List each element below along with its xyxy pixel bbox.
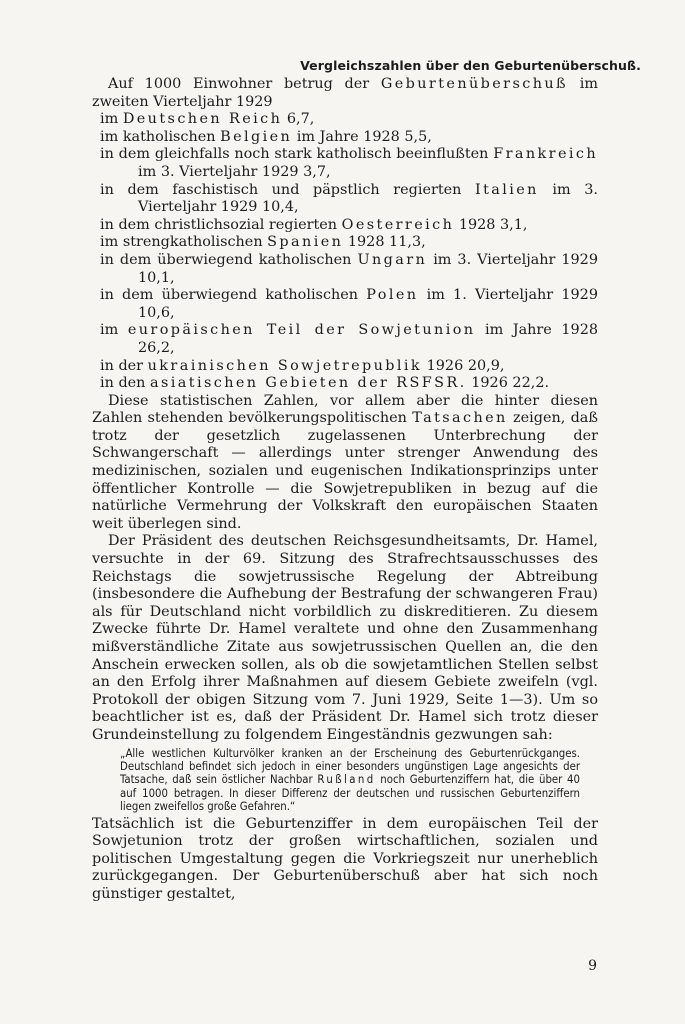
item-country: Frankreich [493,146,598,163]
item-text: im katholischen [100,128,221,145]
item-text: in dem überwiegend katholischen [100,287,367,304]
intro-text: Auf 1000 Einwohner betrug der [108,76,381,92]
item-value: im 3. Vierteljahr 1929 3,7, [138,163,331,180]
item-value: 1926 20,9, [422,357,505,374]
body-text [92,76,598,904]
page-number: 9 [588,958,597,974]
item-text: in dem faschistisch und päpstlich regierten [100,181,476,198]
item-country: Polen [366,287,419,304]
statistics-list-item [100,129,598,147]
quote-text: „Alle westlichen Kulturvölker kranken an der Erscheinung des Geburtenrückganges. Deutschland befindet sich jedoch in einer besonders ungünstigen Lage angesichts der Tatsache, daß sein östlicher Nachbar [120,746,580,787]
item-country: europäischen Teil der Sowjetunion [127,322,476,339]
statistics-list-item [100,322,598,357]
item-value: 1928 3,1, [454,216,528,233]
item-country: Spanien [267,234,344,251]
item-value: im 3. Vierteljahr 1929 10,4, [138,181,598,216]
item-country: Ungarn [357,251,428,268]
intro-paragraph [92,76,598,111]
intro-text-end: im zweiten Vierteljahr 1929 [92,76,599,110]
quote-emphasis: Rußland [317,773,376,787]
statistics-list-item [100,146,598,181]
para1-emphasis: Tatsachen [412,410,508,427]
statistics-list-item [100,111,598,129]
para1-text-end: zeigen, daß trotz der gesetzlich zugelassenen Unterbrechung der Schwangerschaft — allerdings unter strenger Anwendung des medizinischen, sozialen und eugenischen Indikationsprinzips unter öffentlicher Kontrolle — die Sowjetrepubliken in bezug auf die natürliche Vermehrung der Volkskraft den europäischen Staaten weit überlegen sind. [92,410,599,532]
item-value: 1928 11,3, [343,234,426,251]
item-country: Belgien [220,128,293,145]
item-value: im Jahre 1928 26,2, [138,322,599,356]
item-text: in dem gleichfalls noch stark katholisch beeinflußten [100,146,494,163]
statistics-list-item [100,217,598,235]
running-head: Vergleichszahlen über den Geburtenüberschuß. [300,58,641,73]
quote-text-end: noch Geburtenziffern hat, die über 40 auf 1000 betragen. In dieser Differenz der deutschen und russischen Geburtenziffern liegen zweifellos große Gefahren.“ [120,773,580,814]
paragraph-conclusion: Tatsächlich ist die Geburtenziffer in dem europäischen Teil der Sowjetunion trotz der großen wirtschaftlichen, sozialen und politischen Umgestaltung gegen die Vorkriegszeit nur unerheblich zurückgegangen. Der Geburtenüberschuß aber hat sich noch günstiger gestaltet, [92,815,598,902]
item-value: im 3. Vierteljahr 1929 10,1, [138,251,598,286]
item-value: 1926 22,2. [466,375,550,392]
item-text: in dem überwiegend katholischen [100,251,358,268]
item-country: Oesterreich [341,216,455,233]
paragraph-hamel: Der Präsident des deutschen Reichsgesundheitsamts, Dr. Hamel, versuchte in der 69. Sitzung des Strafrechtsausschusses des Reichstags die sowjetrussische Regelung der Abtreibung (insbesondere die Aufhebung der Bestrafung der schwangeren Frau) als für Deutschland nicht vorbildlich zu diskreditieren. Zu diesem Zwecke führte Dr. Hamel veraltete und ohne den Zusammenhang mißverständliche Zitate aus sowjetrussischen Quellen an, die den Anschein erwecken sollen, als ob die sowjetamtlichen Stellen selbst an den Erfolg ihrer Maßnahmen auf diesem Gebiete zweifeln (vgl. Protokoll der obigen Sitzung vom 7. Juni 1929, Seite 1—3). Um so beachtlicher ist es, daß der Präsident Dr. Hamel sich trotz dieser Grundeinstellung zu folgendem Eingeständnis gezwungen sah: [92,533,598,743]
item-country: ukrainischen Sowjetrepublik [147,357,423,374]
statistics-list-item [100,287,598,322]
item-text: im [100,111,123,128]
item-text: im [100,322,128,339]
item-value: 6,7, [282,111,315,128]
item-country: asiatischen Gebieten der RSFSR. [150,375,467,392]
item-text: in den [100,375,151,392]
statistics-list-item [100,234,598,252]
statistics-list-item [100,252,598,287]
para1-text: Diese statistischen Zahlen, vor allem aber die hinter diesen Zahlen stehenden bevölkerungspolitischen [92,392,598,427]
item-value: im Jahre 1928 5,5, [292,128,432,145]
statistics-list-item [100,182,598,217]
item-text: in der [100,357,148,374]
statistics-list-item [100,358,598,376]
item-text: in dem christlichsozial regierten [100,216,342,233]
statistics-list [92,111,598,393]
item-country: Italien [475,181,539,198]
paragraph-statistics-conclusion [92,393,598,534]
item-country: Deutschen Reich [122,111,283,128]
item-value: im 1. Vierteljahr 1929 10,6, [138,287,598,321]
item-text: im strengkatholischen [100,234,268,251]
intro-emphasis: Geburtenüberschuß [380,76,569,92]
block-quote [120,747,580,814]
statistics-list-item [100,375,598,393]
